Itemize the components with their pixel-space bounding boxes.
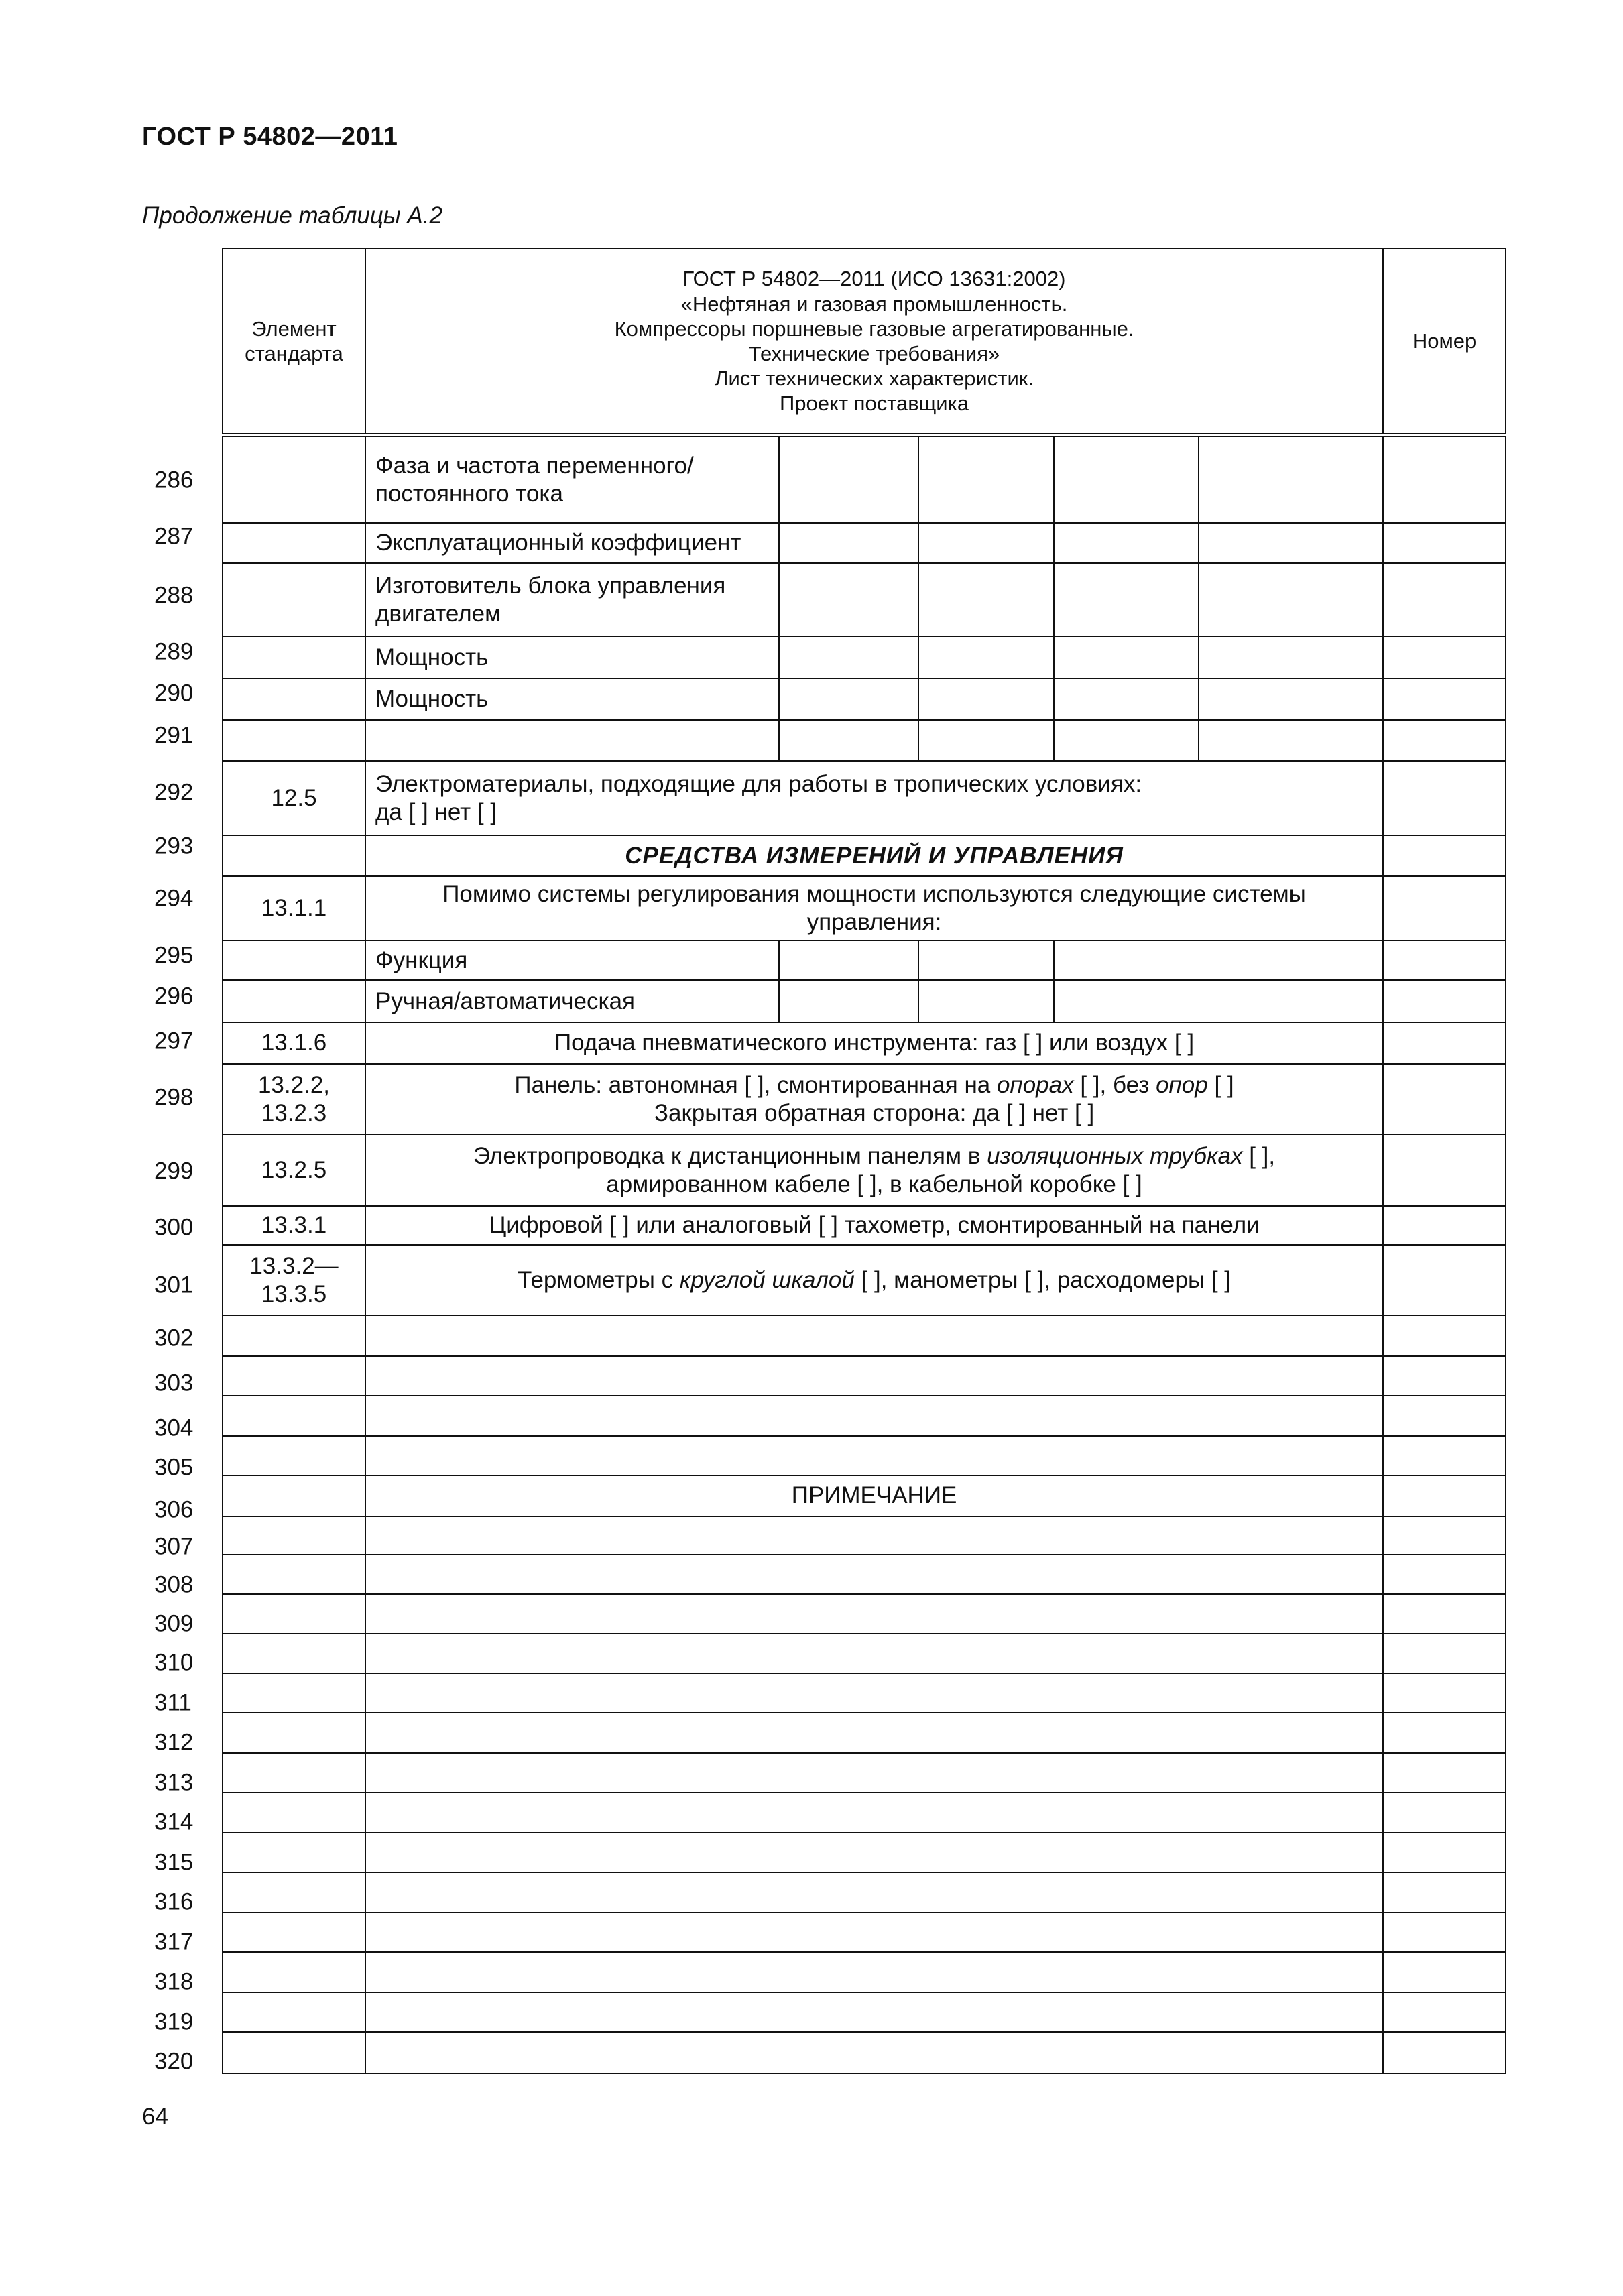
page-number: 64	[142, 2104, 168, 2130]
number-cell[interactable]	[1383, 876, 1506, 941]
value-cell[interactable]	[1054, 678, 1199, 720]
description-cell: Мощность	[365, 678, 779, 720]
number-cell[interactable]	[1383, 1396, 1506, 1436]
description-cell[interactable]	[365, 1952, 1383, 1992]
text-run: [ ],	[1242, 1142, 1276, 1169]
table-row	[223, 1356, 1506, 1396]
description-line	[375, 1142, 1373, 1170]
number-cell[interactable]	[1383, 761, 1506, 835]
number-cell[interactable]	[1383, 1594, 1506, 1634]
description-cell	[365, 1245, 1383, 1315]
row-number: 289	[154, 638, 194, 665]
row-number: 312	[154, 1729, 194, 1756]
element-cell	[223, 1356, 365, 1396]
element-cell: 13.2.5	[223, 1134, 365, 1206]
number-cell[interactable]	[1383, 1315, 1506, 1356]
table-row	[223, 1475, 1506, 1516]
table-row	[223, 563, 1506, 636]
number-cell[interactable]	[1383, 1022, 1506, 1064]
row-number: 307	[154, 1533, 194, 1560]
description-cell[interactable]	[365, 1753, 1383, 1793]
table-row	[223, 1713, 1506, 1753]
header-title-line: Технические требования»	[748, 342, 1000, 365]
standard-id: ГОСТ Р 54802—2011	[142, 123, 398, 151]
value-cell[interactable]	[1199, 720, 1383, 761]
number-cell[interactable]	[1383, 1356, 1506, 1396]
element-cell: 13.2.2, 13.2.3	[223, 1064, 365, 1134]
row-number: 302	[154, 1325, 194, 1351]
table-row	[223, 1134, 1506, 1206]
table-row	[223, 1206, 1506, 1245]
number-cell[interactable]	[1383, 678, 1506, 720]
value-cell[interactable]	[779, 720, 918, 761]
table-row	[223, 1022, 1506, 1064]
element-cell	[223, 636, 365, 678]
number-cell[interactable]	[1383, 1793, 1506, 1833]
row-number: 320	[154, 2048, 194, 2075]
description-cell[interactable]	[365, 1713, 1383, 1753]
row-number: 296	[154, 983, 194, 1010]
header-number-cell	[1383, 249, 1506, 435]
row-number: 305	[154, 1454, 194, 1481]
value-cell[interactable]	[779, 941, 918, 980]
number-cell[interactable]	[1383, 1134, 1506, 1206]
description-cell[interactable]	[365, 1872, 1383, 1913]
element-cell	[223, 941, 365, 980]
header-title-line: Компрессоры поршневые газовые агрегатированные.	[614, 316, 1134, 341]
value-cell[interactable]	[1199, 678, 1383, 720]
text-run: [ ], манометры [ ], расходомеры [ ]	[854, 1266, 1231, 1293]
table-row	[223, 435, 1506, 523]
description-line: Закрытая обратная сторона: да [ ] нет [ ]	[654, 1099, 1095, 1126]
row-number: 310	[154, 1649, 194, 1676]
description-cell	[365, 1134, 1383, 1206]
description-cell: Эксплуатационный коэффициент	[365, 523, 779, 563]
header-title-line: ГОСТ Р 54802—2011 (ИСО 13631:2002)	[682, 267, 1066, 291]
table-row	[223, 1594, 1506, 1634]
element-cell	[223, 1713, 365, 1753]
description-cell[interactable]	[365, 1833, 1383, 1872]
description-cell: Фаза и частота переменного/постоянного тока	[365, 435, 779, 523]
number-cell[interactable]	[1383, 1833, 1506, 1872]
table-row	[223, 876, 1506, 941]
value-cell[interactable]	[779, 636, 918, 678]
description-cell: Подача пневматического инструмента: газ [ ] или воздух [ ]	[365, 1022, 1383, 1064]
description-cell: Изготовитель блока управления двигателем	[365, 563, 779, 636]
element-cell	[223, 835, 365, 876]
value-cell[interactable]	[1199, 435, 1383, 523]
row-number: 298	[154, 1084, 194, 1111]
number-cell[interactable]	[1383, 941, 1506, 980]
description-cell[interactable]	[365, 1992, 1383, 2032]
number-cell[interactable]	[1383, 1064, 1506, 1134]
note-title: ПРИМЕЧАНИЕ	[365, 1475, 1383, 1516]
header-element-cell	[223, 249, 365, 435]
table-row	[223, 523, 1506, 563]
element-cell	[223, 1952, 365, 1992]
element-cell	[223, 1436, 365, 1475]
value-cell[interactable]	[1199, 563, 1383, 636]
element-cell	[223, 1315, 365, 1356]
number-cell[interactable]	[1383, 563, 1506, 636]
value-cell[interactable]	[918, 720, 1054, 761]
element-cell	[223, 1516, 365, 1555]
text-run: [ ]	[1207, 1071, 1234, 1098]
text-run-italic: круглой шкалой	[679, 1266, 855, 1293]
table-row	[223, 1634, 1506, 1673]
row-number: 314	[154, 1809, 194, 1835]
element-cell	[223, 435, 365, 523]
element-cell	[223, 2032, 365, 2073]
row-number: 301	[154, 1272, 194, 1298]
value-cell[interactable]	[918, 523, 1054, 563]
table-row	[223, 1555, 1506, 1594]
number-cell[interactable]	[1383, 1992, 1506, 2032]
value-cell[interactable]	[918, 563, 1054, 636]
table-row	[223, 1952, 1506, 1992]
element-cell: 13.3.2— 13.3.5	[223, 1245, 365, 1315]
number-cell[interactable]	[1383, 1872, 1506, 1913]
value-cell[interactable]	[918, 636, 1054, 678]
table-row	[223, 1245, 1506, 1315]
row-number: 311	[154, 1689, 192, 1716]
number-cell[interactable]	[1383, 1475, 1506, 1516]
row-number: 313	[154, 1769, 194, 1796]
element-cell: 12.5	[223, 761, 365, 835]
text-run: Панель: автономная [ ], смонтированная на	[514, 1071, 997, 1098]
number-cell[interactable]	[1383, 1673, 1506, 1713]
element-cell	[223, 1913, 365, 1952]
row-number: 297	[154, 1028, 194, 1054]
description-cell[interactable]	[365, 1913, 1383, 1952]
section-title: СРЕДСТВА ИЗМЕРЕНИЙ И УПРАВЛЕНИЯ	[365, 835, 1383, 876]
description-cell[interactable]	[365, 1555, 1383, 1594]
value-cell[interactable]	[1054, 980, 1383, 1022]
table-caption: Продолжение таблицы А.2	[142, 202, 442, 229]
element-cell	[223, 678, 365, 720]
row-number: 293	[154, 833, 194, 859]
table-row	[223, 1872, 1506, 1913]
description-cell[interactable]	[365, 1436, 1383, 1475]
row-number: 319	[154, 2008, 194, 2035]
table-row	[223, 1992, 1506, 2032]
element-cell	[223, 563, 365, 636]
row-number: 299	[154, 1158, 194, 1185]
description-cell	[365, 761, 1383, 835]
row-number: 317	[154, 1929, 194, 1955]
value-cell[interactable]	[1199, 636, 1383, 678]
number-cell[interactable]	[1383, 835, 1506, 876]
description-cell[interactable]	[365, 1594, 1383, 1634]
description-cell	[365, 1064, 1383, 1134]
table-row	[223, 720, 1506, 761]
text-run: Термометры с	[518, 1266, 680, 1293]
number-cell[interactable]	[1383, 1516, 1506, 1555]
element-cell	[223, 1634, 365, 1673]
element-cell	[223, 1396, 365, 1436]
description-cell	[365, 720, 779, 761]
table-row	[223, 1516, 1506, 1555]
element-cell	[223, 1555, 365, 1594]
value-cell[interactable]	[779, 980, 918, 1022]
header-title-line: Проект поставщика	[779, 391, 969, 416]
row-number: 288	[154, 582, 194, 609]
element-cell	[223, 1673, 365, 1713]
description-cell: Помимо системы регулирования мощности используются следующие системы управления:	[365, 876, 1383, 941]
description-line: да [ ] нет [ ]	[375, 798, 497, 825]
row-number: 304	[154, 1414, 194, 1441]
value-cell[interactable]	[918, 678, 1054, 720]
table-row	[223, 1396, 1506, 1436]
header-number-label: Номер	[1412, 329, 1477, 353]
value-cell[interactable]	[1054, 941, 1383, 980]
description-cell[interactable]	[365, 1634, 1383, 1673]
value-cell[interactable]	[1054, 636, 1199, 678]
header-row	[223, 249, 1506, 435]
element-cell: 13.3.1	[223, 1206, 365, 1245]
value-cell[interactable]	[1054, 720, 1199, 761]
number-cell[interactable]	[1383, 1913, 1506, 1952]
table-row	[223, 636, 1506, 678]
value-cell[interactable]	[1054, 563, 1199, 636]
table-row	[223, 1064, 1506, 1134]
row-number: 294	[154, 885, 194, 912]
header-title-line: «Нефтяная и газовая промышленность.	[680, 292, 1068, 316]
element-cell	[223, 720, 365, 761]
row-number: 309	[154, 1610, 194, 1637]
row-number: 303	[154, 1370, 194, 1396]
description-cell[interactable]	[365, 1673, 1383, 1713]
row-number: 316	[154, 1888, 194, 1915]
description-cell[interactable]	[365, 1516, 1383, 1555]
number-cell[interactable]	[1383, 980, 1506, 1022]
row-number: 290	[154, 680, 194, 707]
description-cell[interactable]	[365, 1793, 1383, 1833]
value-cell[interactable]	[1054, 435, 1199, 523]
element-cell	[223, 1992, 365, 2032]
value-cell[interactable]	[1054, 523, 1199, 563]
header-element-label: Элемент стандарта	[245, 316, 343, 365]
text-run-italic: опор	[1156, 1071, 1208, 1098]
row-number: 300	[154, 1214, 194, 1241]
number-cell[interactable]	[1383, 720, 1506, 761]
number-cell[interactable]	[1383, 1206, 1506, 1245]
description-line: армированном кабеле [ ], в кабельной коробке [ ]	[606, 1170, 1142, 1197]
element-cell	[223, 980, 365, 1022]
value-cell[interactable]	[779, 523, 918, 563]
header-title-cell	[365, 249, 1383, 435]
element-cell	[223, 523, 365, 563]
description-line	[375, 1071, 1373, 1099]
row-number: 315	[154, 1849, 194, 1876]
number-cell[interactable]	[1383, 636, 1506, 678]
description-cell: Функция	[365, 941, 779, 980]
table-row	[223, 2032, 1506, 2073]
description-cell[interactable]	[365, 1396, 1383, 1436]
element-cell	[223, 1475, 365, 1516]
number-cell[interactable]	[1383, 1713, 1506, 1753]
element-cell	[223, 1872, 365, 1913]
value-cell[interactable]	[918, 941, 1054, 980]
description-cell: Мощность	[365, 636, 779, 678]
table-row	[223, 1753, 1506, 1793]
row-number: 287	[154, 523, 194, 550]
section-row	[223, 835, 1506, 876]
description-cell[interactable]	[365, 1356, 1383, 1396]
number-cell[interactable]	[1383, 1436, 1506, 1475]
value-cell[interactable]	[918, 435, 1054, 523]
header-title-line: Лист технических характеристик.	[715, 367, 1034, 391]
description-cell: Цифровой [ ] или аналоговый [ ] тахометр, смонтированный на панели	[365, 1206, 1383, 1245]
table-row	[223, 1913, 1506, 1952]
number-cell[interactable]	[1383, 1245, 1506, 1315]
table-row	[223, 1793, 1506, 1833]
row-number: 291	[154, 722, 194, 749]
row-number: 286	[154, 467, 194, 493]
element-cell: 13.1.1	[223, 876, 365, 941]
value-cell[interactable]	[1199, 523, 1383, 563]
value-cell[interactable]	[918, 980, 1054, 1022]
row-number: 318	[154, 1968, 194, 1995]
number-cell[interactable]	[1383, 2032, 1506, 2073]
table-row	[223, 1673, 1506, 1713]
table-row	[223, 941, 1506, 980]
table-row	[223, 1315, 1506, 1356]
description-cell[interactable]	[365, 2032, 1383, 2073]
text-run: Электропроводка к дистанционным панелям в	[473, 1142, 987, 1169]
element-cell	[223, 1753, 365, 1793]
description-line: Электроматериалы, подходящие для работы в тропических условиях:	[375, 770, 1142, 797]
number-cell[interactable]	[1383, 1952, 1506, 1992]
table-row	[223, 1436, 1506, 1475]
value-cell[interactable]	[779, 563, 918, 636]
text-run: [ ], без	[1073, 1071, 1156, 1098]
row-number: 295	[154, 942, 194, 969]
row-number: 308	[154, 1571, 194, 1598]
value-cell[interactable]	[779, 435, 918, 523]
description-cell[interactable]	[365, 1315, 1383, 1356]
text-run-italic: изоляционных трубках	[987, 1142, 1243, 1169]
description-cell: Ручная/автоматическая	[365, 980, 779, 1022]
table-row	[223, 761, 1506, 835]
number-cell[interactable]	[1383, 1753, 1506, 1793]
table-row	[223, 678, 1506, 720]
row-number: 292	[154, 779, 194, 806]
number-cell[interactable]	[1383, 435, 1506, 523]
element-cell: 13.1.6	[223, 1022, 365, 1064]
element-cell	[223, 1833, 365, 1872]
table-row	[223, 980, 1506, 1022]
row-number: 306	[154, 1496, 194, 1523]
table-row	[223, 1833, 1506, 1872]
number-cell[interactable]	[1383, 523, 1506, 563]
number-cell[interactable]	[1383, 1634, 1506, 1673]
element-cell	[223, 1793, 365, 1833]
element-cell	[223, 1594, 365, 1634]
text-run-italic: опорах	[996, 1071, 1074, 1098]
number-cell[interactable]	[1383, 1555, 1506, 1594]
value-cell[interactable]	[779, 678, 918, 720]
datasheet-table	[222, 248, 1506, 2074]
